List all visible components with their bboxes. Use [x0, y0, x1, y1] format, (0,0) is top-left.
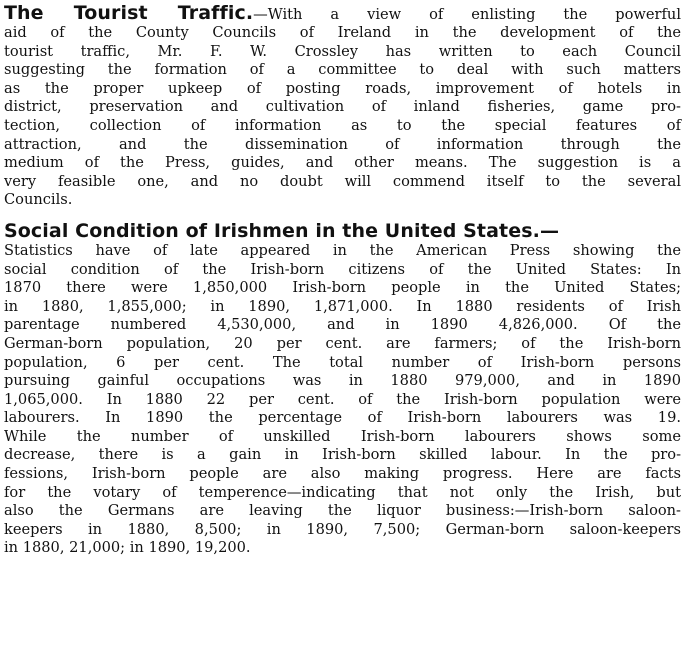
body-line: also the Germans are leaving the liquor business:—Irish-born saloon- — [4, 502, 681, 520]
body-line: in 1880, 1,855,000; in 1890, 1,871,000. In 1880 residents of Irish — [4, 297, 681, 315]
article-lead-text: —With a view of enlisting the powerful — [253, 6, 681, 23]
article-title-dash: — — [539, 219, 560, 242]
body-line: labourers. In 1890 the percentage of Irish-born labourers was 19. — [4, 409, 681, 427]
body-line: suggesting the formation of a committee to deal with such matters — [4, 61, 681, 79]
body-line: medium of the Press, guides, and other means. The suggestion is a — [4, 154, 681, 172]
article-first-line — [4, 2, 681, 24]
body-line: pursuing gainful occupations was in 1880 979,000, and in 1890 — [4, 372, 681, 390]
body-line: Statistics have of late appeared in the American Press showing the — [4, 241, 681, 259]
body-line: 1870 there were 1,850,000 Irish-born people in the United States; — [4, 279, 681, 297]
body-line: as the proper upkeep of posting roads, improvement of hotels in — [4, 79, 681, 97]
article-social-condition — [4, 220, 681, 558]
body-line: tourist traffic, Mr. F. W. Crossley has written to each Council — [4, 42, 681, 60]
body-line: very feasible one, and no doubt will commend itself to the several — [4, 172, 681, 190]
body-line: Councils. — [4, 191, 73, 209]
body-line: tection, collection of information as to the special features of — [4, 116, 681, 134]
body-line: While the number of unskilled Irish-born labourers shows some — [4, 427, 681, 445]
body-line: aid of the County Councils of Ireland in the development of the — [4, 24, 681, 41]
body-line: 1,065,000. In 1880 22 per cent. of the Irish-born population were — [4, 390, 681, 408]
body-line: social condition of the Irish-born citizens of the United States: In — [4, 260, 681, 278]
article-heading-line — [4, 220, 681, 242]
body-line: decrease, there is a gain in Irish-born skilled labour. In the pro- — [4, 446, 681, 464]
body-line: population, 6 per cent. The total number of Irish-born persons — [4, 353, 681, 371]
body-line: in 1880, 21,000; in 1890, 19,200. — [4, 539, 251, 557]
newspaper-clipping — [4, 2, 681, 558]
article-tourist-traffic — [4, 2, 681, 210]
body-line: attraction, and the dissemination of information through the — [4, 135, 681, 153]
body-line: parentage numbered 4,530,000, and in 1890 4,826,000. Of the — [4, 316, 681, 334]
body-line: German-born population, 20 per cent. are farmers; of the Irish-born — [4, 334, 681, 352]
article-title: Social Condition of Irishmen in the United States. — [4, 219, 540, 242]
body-line: keepers in 1880, 8,500; in 1890, 7,500; German-born saloon-keepers — [4, 520, 681, 538]
body-line: district, preservation and cultivation of inland fisheries, game pro- — [4, 98, 681, 116]
body-line: fessions, Irish-born people are also making progress. Here are facts — [4, 465, 681, 483]
article-title: The Tourist Traffic. — [4, 2, 254, 24]
body-line: for the votary of temperence—indicating that not only the Irish, but — [4, 483, 681, 501]
